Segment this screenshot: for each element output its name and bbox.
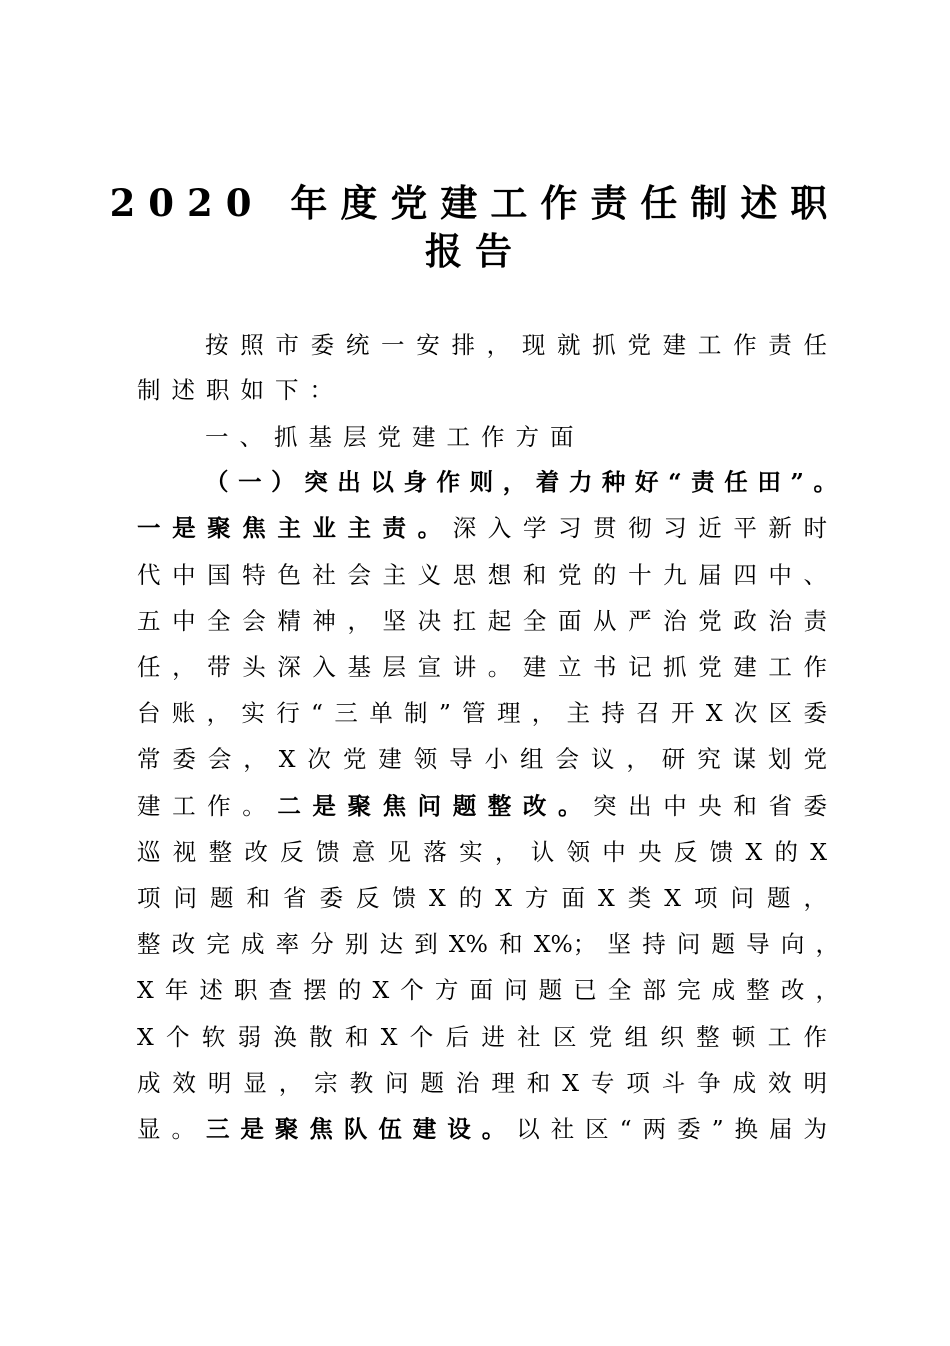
paragraph-line: [137, 512, 827, 544]
point-heading-1: 一是聚焦主业主责。: [137, 514, 453, 542]
paragraph-line: 常委会，X次党建领导小组会议，研究谋划党: [137, 745, 827, 773]
paragraph-line: 项问题和省委反馈X的X方面X类X项问题，: [137, 884, 827, 912]
point-heading-3: 三是聚焦队伍建设。: [205, 1115, 517, 1143]
section-heading-1: 一、抓基层党建工作方面: [205, 423, 585, 451]
paragraph-line: X个软弱涣散和X个后进社区党组织整顿工作: [137, 1023, 827, 1051]
paragraph-line: 成效明显，宗教问题治理和X专项斗争成效明: [137, 1069, 827, 1097]
paragraph-line: 巡视整改反馈意见落实，认领中央反馈X的X: [137, 838, 827, 866]
paragraph-line: [137, 1113, 827, 1145]
paragraph-line: 台账，实行“三单制”管理，主持召开X次区委: [137, 699, 827, 727]
document-title-line-1: 2020 年度党建工作责任制述职: [109, 181, 841, 225]
paragraph-text: 显。: [137, 1115, 206, 1143]
paragraph-line: 任，带头深入基层宣讲。建立书记抓党建工作: [137, 653, 827, 681]
paragraph-text: 突出中央和省委: [593, 792, 828, 820]
subsection-heading-1: （一）突出以身作则，着力种好“责任田”。: [205, 468, 837, 496]
intro-line-2: 制述职如下：: [137, 376, 344, 404]
paragraph-text: 建工作。: [137, 792, 278, 820]
paragraph-line: X年述职查摆的X个方面问题已全部完成整改，: [137, 976, 839, 1004]
paragraph-text: 深入学习贯彻习近平新时: [452, 514, 828, 542]
intro-line-1: 按照市委统一安排，现就抓党建工作责任: [205, 331, 827, 359]
paragraph-text: 以社区“两委”换届为: [516, 1115, 828, 1143]
paragraph-line: 代中国特色社会主义思想和党的十九届四中、: [137, 561, 827, 589]
point-heading-2: 二是聚焦问题整改。: [277, 792, 594, 820]
paragraph-line: 五中全会精神，坚决扛起全面从严治党政治责: [137, 607, 827, 635]
document-title-line-2: 报告: [425, 229, 525, 273]
paragraph-line: 整改完成率分别达到X%和X%；坚持问题导向，: [137, 930, 839, 958]
paragraph-line: [137, 790, 827, 822]
